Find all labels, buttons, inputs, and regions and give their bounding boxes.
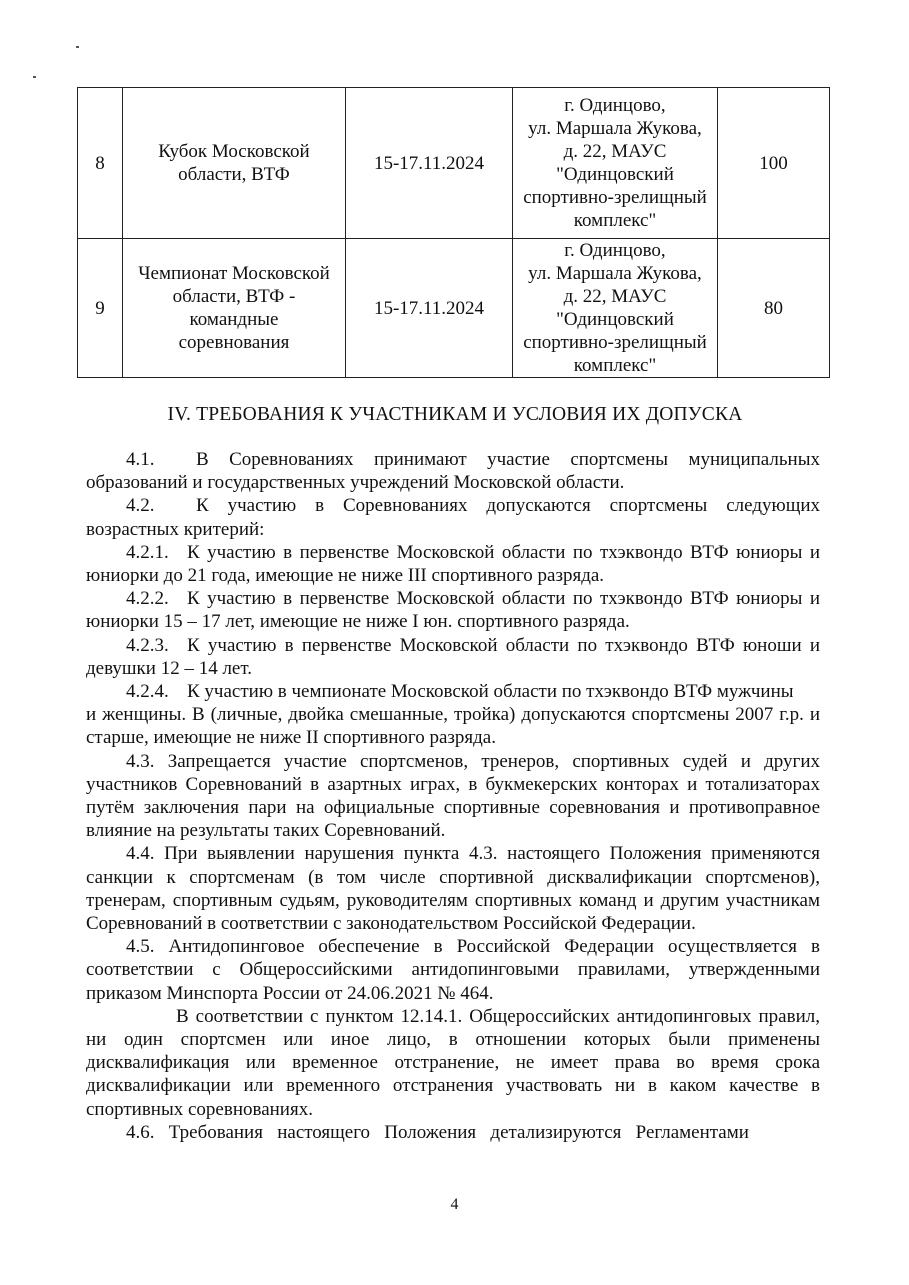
paragraph-4-2-2: 4.2.2. К участию в первенстве Московской области по тхэквондо ВТФ юниоры и юниорки 15 – 17 лет, имеющие не ниже I юн. спортивного разряда. [86, 588, 820, 633]
scan-speck [33, 76, 36, 78]
paragraph-4-2-4: 4.2.4. К участию в чемпионате Московской области по тхэквондо ВТФ мужчины [126, 681, 794, 703]
participant-count: 80 [718, 239, 830, 378]
paragraph-4-2-1: 4.2.1. К участию в первенстве Московской области по тхэквондо ВТФ юниоры и юниорки до 21 года, имеющие не ниже III спортивного разряда. [86, 541, 820, 587]
paragraph-4-2-3: 4.2.3. К участию в первенстве Московской области по тхэквондо ВТФ юноши и девушки 12 – 14 лет. [86, 634, 820, 679]
events-table [77, 87, 830, 378]
page-number: 4 [450, 1196, 459, 1213]
table-row [78, 239, 830, 378]
event-name: Кубок Московской области, ВТФ [123, 88, 346, 239]
event-place: г. Одинцово, ул. Маршала Жукова, д. 22, МАУС "Одинцовский спортивно-зрелищный комплекс" [513, 88, 718, 239]
paragraph-4-2-4-cont: и женщины. В (личные, двойка смешанные, тройка) допускаются спортсмены 2007 г.р. и старше, имеющие не ниже II спортивного разряда. [86, 704, 820, 749]
paragraph-4-3: 4.3. Запрещается участие спортсменов, тренеров, спортивных судей и других участников Соревнований в азартных играх, в букмекерских конторах и тотализаторах путём заключения пари на официальные спортивные соревнования и противоправное влияние на результаты таких Соревнований. [86, 750, 820, 842]
event-place: г. Одинцово, ул. Маршала Жукова, д. 22, МАУС "Одинцовский спортивно-зрелищный комплекс" [513, 239, 718, 378]
participant-count: 100 [718, 88, 830, 239]
row-number: 9 [78, 239, 123, 378]
paragraph-4-4: 4.4. При выявлении нарушения пункта 4.3. настоящего Положения применяются санкции к спортсменам (в том числе спортивной дисквалификации спортсменов), тренерам, спортивным судьям, руководителям спортивных команд и другим участникам Соревнований в соответствии с законодательством Российской Федерации. [86, 843, 820, 935]
paragraph-4-5-antidoping: В соответствии с пунктом 12.14.1. Общероссийских антидопинговых правил, ни один спортсмен или иное лицо, в отношении которых были применены дисквалификация или временное отстранение, не имеет права во время срока дисквалификации или временного отстранения участвовать ни в каком качестве в спортивных соревнованиях. [86, 1005, 820, 1120]
paragraph-4-6: 4.6. Требования настоящего Положения детализируются Регламентами [126, 1121, 749, 1143]
section-body [86, 448, 820, 1144]
scan-speck [76, 46, 79, 48]
paragraph-4-1: 4.1. В Соревнованиях принимают участие спортсмены муниципальных образований и государственных учреждений Московской области. [86, 449, 820, 494]
paragraph-4-5: 4.5. Антидопинговое обеспечение в Российской Федерации осуществляется в соответствии с Общероссийскими антидопинговыми правилами, утвержденными приказом Минспорта России от 24.06.2021 № 464. [86, 936, 820, 1004]
event-dates: 15-17.11.2024 [346, 239, 513, 378]
row-number: 8 [78, 88, 123, 239]
event-dates: 15-17.11.2024 [346, 88, 513, 239]
table-row [78, 88, 830, 239]
event-name: Чемпионат Московской области, ВТФ - командные соревнования [123, 239, 346, 378]
paragraph-4-2: 4.2. К участию в Соревнованиях допускаются спортсмены следующих возрастных критерий: [86, 495, 820, 540]
section-title: IV. ТРЕБОВАНИЯ К УЧАСТНИКАМ И УСЛОВИЯ ИХ ДОПУСКА [167, 404, 743, 425]
